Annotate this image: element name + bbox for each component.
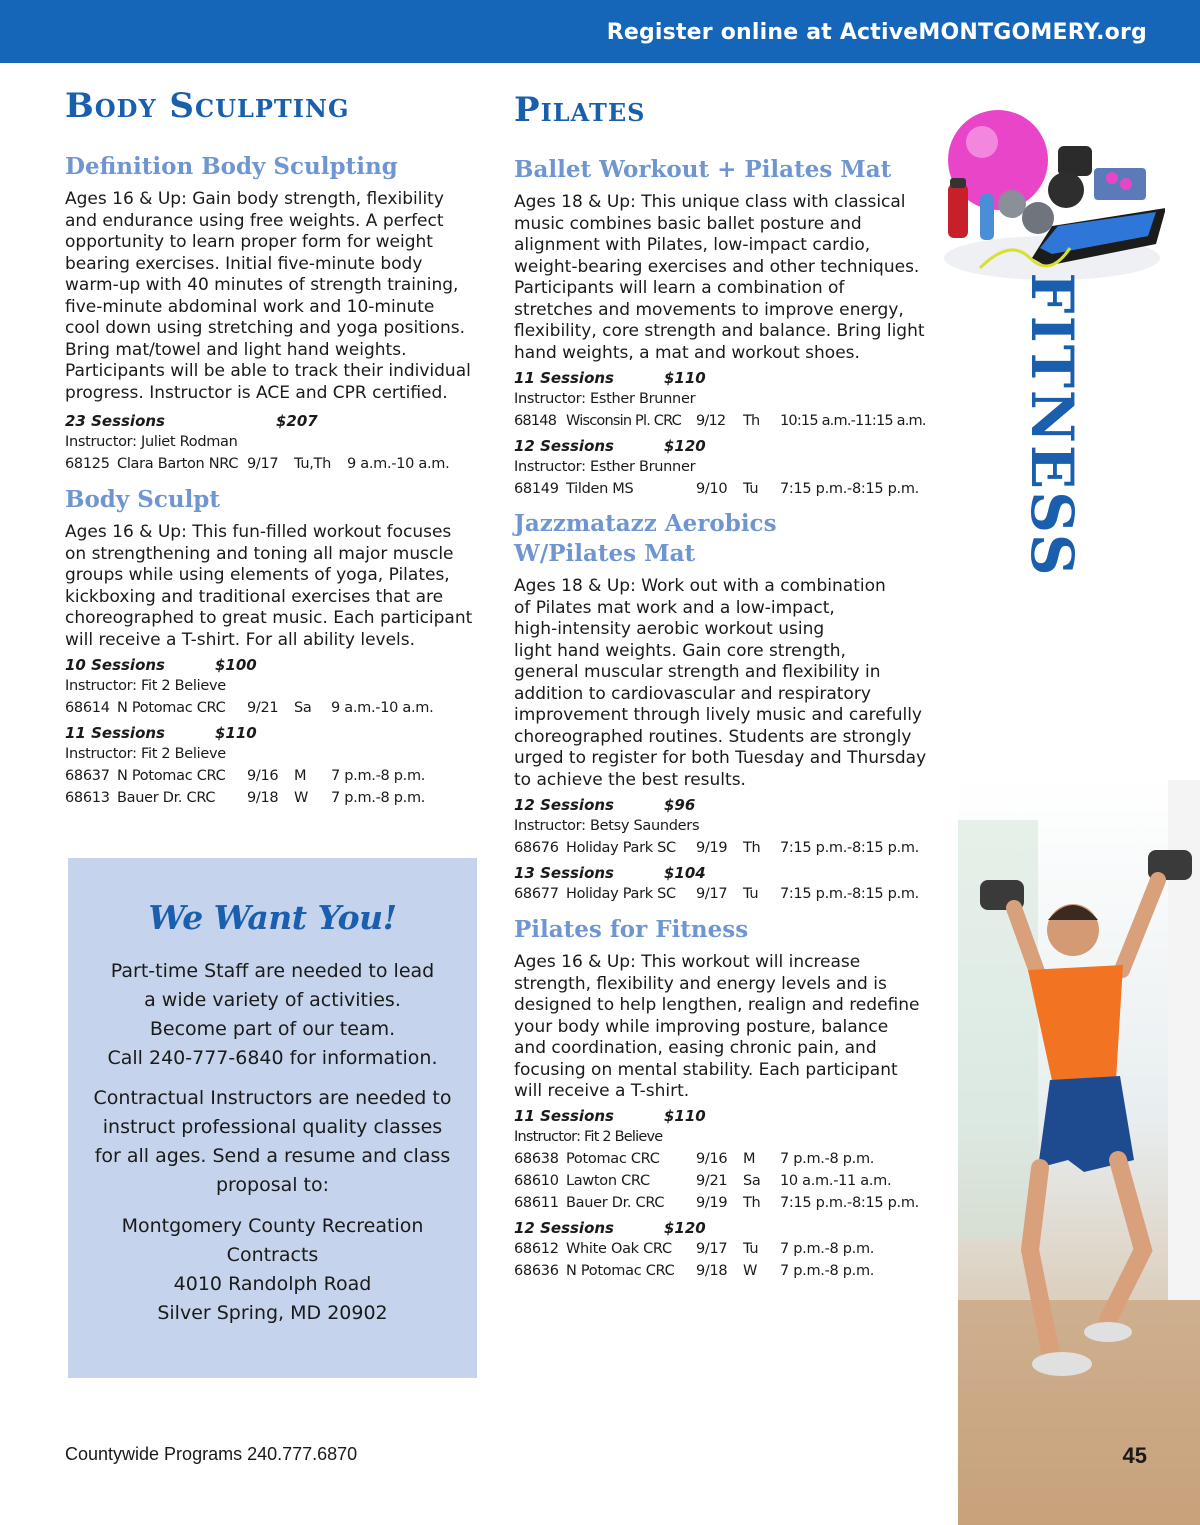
course-description: Ages 16 & Up: This workout will increase strength, flexibility and energy levels and is designed to help lengthen, realign and redefine your body while improving posture, balance and coordination, easing chronic pain, and focusing on mental stability. Each participant will receive a T-shirt. — [514, 952, 920, 1101]
class-row: 68611 Bauer Dr. CRC 9/19 Th 7:15 p.m.-8:15 p.m. — [514, 1195, 919, 1211]
instructor-name: Instructor: Fit 2 Believe — [65, 678, 226, 694]
session-count: 12 Sessions $120 — [514, 437, 706, 455]
we-want-you-callout — [68, 858, 477, 1378]
session-price: $100 — [215, 656, 257, 674]
session-price: $110 — [664, 369, 706, 387]
class-row: 68149 Tilden MS 9/10 Tu 7:15 p.m.-8:15 p.m. — [514, 481, 919, 497]
footer-contact: Countywide Programs 240.777.6870 — [65, 1444, 358, 1464]
instructor-name: Instructor: Juliet Rodman — [65, 434, 238, 450]
section-title-pilates: Pilates — [514, 90, 646, 130]
session-price: $110 — [215, 724, 257, 742]
instructor-name: Instructor: Fit 2 Believe — [65, 746, 226, 762]
course-description: Ages 18 & Up: This unique class with classical music combines basic ballet posture and alignment with Pilates, low-impact cardio, weight-bearing exercises and other techniques. Participants will learn a combination of stretches and movements to improve energy, flexibility, core strength and balance. Bring light hand weights, a mat and workout shoes. — [514, 192, 925, 363]
instructor-name: Instructor: Betsy Saunders — [514, 818, 700, 834]
session-count: 23 Sessions $207 — [65, 412, 318, 430]
callout-address: Montgomery County Recreation Contracts 4010 Randolph Road Silver Spring, MD 20902 — [121, 1215, 424, 1324]
course-title-ballet-workout: Ballet Workout + Pilates Mat — [514, 156, 892, 183]
session-price: $207 — [276, 412, 318, 430]
instructor-name: Instructor: Esther Brunner — [514, 391, 696, 407]
instructor-name: Instructor: Esther Brunner — [514, 459, 696, 475]
class-row: 68676 Holiday Park SC 9/19 Th 7:15 p.m.-8:15 p.m. — [514, 840, 919, 856]
class-row: 68125 Clara Barton NRC 9/17 Tu,Th 9 a.m.-10 a.m. — [65, 456, 450, 472]
class-row: 68636 N Potomac CRC 9/18 W 7 p.m.-8 p.m. — [514, 1263, 875, 1279]
side-tab — [1018, 272, 1086, 578]
class-row: 68610 Lawton CRC 9/21 Sa 10 a.m.-11 a.m. — [514, 1173, 892, 1189]
session-count: 11 Sessions $110 — [65, 724, 257, 742]
class-row: 68614 N Potomac CRC 9/21 Sa 9 a.m.-10 a.m. — [65, 700, 434, 716]
class-row: 68638 Potomac CRC 9/16 M 7 p.m.-8 p.m. — [514, 1151, 875, 1167]
course-description: Ages 16 & Up: This fun-filled workout focuses on strengthening and toning all major muscle groups while using elements of yoga, Pilates, kickboxing and traditional exercises that are choreographed to great music. Each participant will receive a T-shirt. For all ability levels. — [65, 522, 473, 650]
course-description: Ages 16 & Up: Gain body strength, flexibility and endurance using free weights. A perfect opportunity to learn proper form for weight bearing exercises. Initial five-minute body warm-up with 40 minutes of strength training, five-minute abdominal work and 10-minute cool down using stretching and yoga positions. Bring mat/towel and light hand weights. Participants will be able to track their individual progress. Instructor is ACE and CPR certified. — [65, 189, 471, 403]
session-count: 11 Sessions $110 — [514, 369, 706, 387]
callout-paragraph-staff: Part-time Staff are needed to lead a wide variety of activities. Become part of our team. Call 240-777-6840 for information. — [107, 960, 438, 1069]
callout-paragraph-instructors: Contractual Instructors are needed to instruct professional quality classes for all ages. Send a resume and class proposal to: — [93, 1087, 452, 1196]
session-count: 12 Sessions $96 — [514, 796, 696, 814]
instructor-name: Instructor: Fit 2 Believe — [514, 1129, 663, 1145]
course-title-definition-body-sculpting: Definition Body Sculpting — [65, 153, 398, 180]
class-row: 68613 Bauer Dr. CRC 9/18 W 7 p.m.-8 p.m. — [65, 790, 426, 806]
session-count: 13 Sessions $104 — [514, 864, 706, 882]
session-count: 12 Sessions $120 — [514, 1219, 706, 1237]
header-bar — [0, 0, 1200, 63]
class-row: 68677 Holiday Park SC 9/17 Tu 7:15 p.m.-8:15 p.m. — [514, 886, 919, 902]
course-title-jazzmatazz: Jazzmatazz Aerobics W/Pilates Mat — [514, 510, 777, 567]
course-description: Ages 18 & Up: Work out with a combination of Pilates mat work and a low-impact, high-intensity aerobic workout using light hand weights. Gain core strength, general muscular strength and flexibility in addition to cardiovascular and respiratory improvement through lively music and carefully choreographed routines. Students are strongly urged to register for both Tuesday and Thursday to achieve the best results. — [514, 576, 927, 790]
class-row: 68148 Wisconsin Pl. CRC 9/12 Th 10:15 a.m.-11:15 a.m. — [514, 413, 926, 429]
session-price: $120 — [664, 437, 706, 455]
fitness-equipment-illustration — [940, 108, 1165, 288]
session-count: 11 Sessions $110 — [514, 1107, 706, 1125]
session-price: $96 — [664, 796, 696, 814]
course-title-body-sculpt: Body Sculpt — [65, 486, 221, 513]
session-count: 10 Sessions $100 — [65, 656, 257, 674]
class-row: 68612 White Oak CRC 9/17 Tu 7 p.m.-8 p.m. — [514, 1241, 875, 1257]
session-price: $104 — [664, 864, 706, 882]
section-title-body-sculpting: Body Sculpting — [65, 86, 350, 126]
register-link[interactable]: Register online at ActiveMONTGOMERY.org — [606, 20, 1147, 45]
session-price: $110 — [664, 1107, 706, 1125]
class-row: 68637 N Potomac CRC 9/16 M 7 p.m.-8 p.m. — [65, 768, 426, 784]
course-title-pilates-for-fitness: Pilates for Fitness — [514, 916, 749, 943]
page-number: 45 — [1122, 1443, 1147, 1468]
session-price: $120 — [664, 1219, 706, 1237]
callout-title: We Want You! — [148, 898, 397, 937]
athlete-photo — [958, 780, 1200, 1525]
side-tab-label: FITNESS — [1018, 272, 1086, 578]
